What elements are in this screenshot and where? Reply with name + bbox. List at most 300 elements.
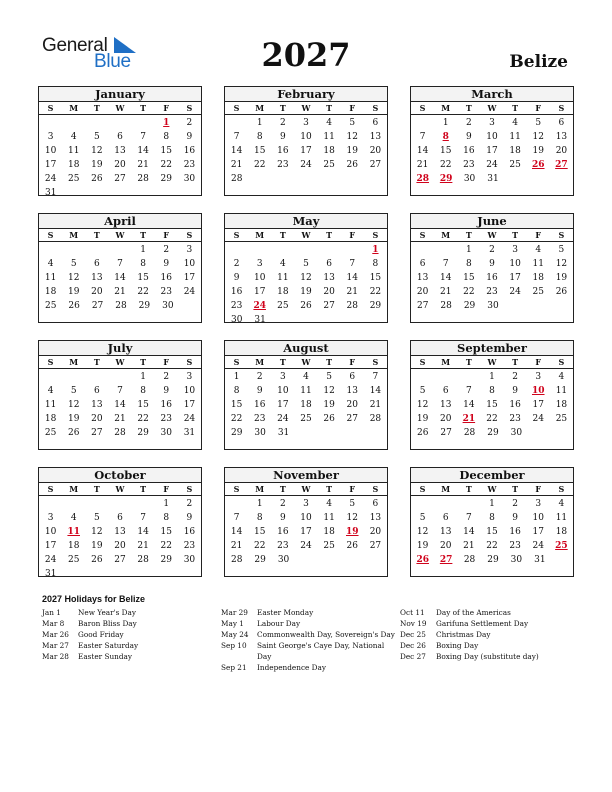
- day: 6: [558, 118, 565, 128]
- empty-day: [318, 243, 341, 257]
- day: 7: [465, 513, 472, 523]
- day: 29: [463, 301, 476, 311]
- day: 23: [230, 301, 243, 311]
- holiday-date: Oct 11: [400, 608, 425, 617]
- day: 28: [463, 428, 476, 438]
- holiday-item: [221, 640, 396, 662]
- day: 8: [465, 259, 472, 269]
- day: 13: [114, 146, 126, 156]
- empty-day: [434, 497, 457, 511]
- week-row: [39, 525, 201, 539]
- holiday-name: Baron Bliss Day: [78, 619, 137, 628]
- day: 18: [555, 400, 568, 410]
- holiday-name: Easter Sunday: [78, 652, 133, 661]
- month-name: April: [39, 214, 201, 229]
- day: 4: [47, 386, 54, 396]
- day: 23: [183, 160, 196, 170]
- day: 13: [439, 527, 452, 537]
- day: 9: [512, 386, 518, 396]
- empty-day: [62, 497, 85, 511]
- day: 20: [114, 160, 126, 170]
- day: 22: [230, 414, 243, 424]
- holiday-day: 8: [442, 132, 449, 142]
- weekday-header: S: [233, 357, 240, 367]
- weekday-header: M: [69, 103, 79, 113]
- month-name: January: [39, 87, 201, 102]
- day: 14: [230, 146, 243, 156]
- day: 20: [91, 287, 103, 297]
- day: 5: [349, 499, 356, 509]
- day: 10: [183, 386, 196, 396]
- day: 17: [300, 146, 312, 156]
- day: 3: [535, 372, 542, 382]
- day: 14: [137, 527, 149, 537]
- day: 14: [463, 527, 475, 537]
- day: 3: [47, 513, 54, 523]
- day: 4: [279, 259, 286, 269]
- weekday-header: T: [326, 230, 333, 240]
- holiday-day: 19: [346, 527, 359, 537]
- weekday-header: F: [349, 103, 356, 113]
- week-row: [225, 370, 387, 384]
- weekday-header: W: [115, 357, 125, 367]
- day: 2: [186, 118, 193, 128]
- day: 3: [186, 245, 193, 255]
- day: 29: [137, 428, 149, 438]
- weekday-header: F: [163, 357, 170, 367]
- day: 4: [70, 513, 77, 523]
- day: 13: [346, 386, 358, 396]
- weekday-header: W: [301, 357, 311, 367]
- month-name: November: [225, 468, 387, 483]
- day: 5: [349, 118, 356, 128]
- day: 13: [439, 400, 452, 410]
- day: 2: [489, 245, 495, 255]
- weekday-header: T: [512, 230, 519, 240]
- week-row: [411, 398, 573, 412]
- day: 13: [369, 513, 382, 523]
- weekday-header: M: [69, 484, 79, 494]
- day: 26: [555, 287, 568, 297]
- day: 31: [44, 569, 57, 579]
- weekday-header: S: [558, 484, 565, 494]
- weekday-header: M: [441, 484, 451, 494]
- holiday-name: Labour Day: [257, 619, 301, 628]
- weekday-header-row: [39, 483, 201, 496]
- day: 22: [253, 160, 266, 170]
- holiday-name: Commonwealth Day, Sovereign's Day: [257, 630, 395, 639]
- day: 24: [300, 541, 312, 551]
- day: 2: [512, 372, 518, 382]
- day: 17: [277, 400, 289, 410]
- holiday-name: Day of the Americas: [436, 608, 511, 617]
- day: 15: [253, 527, 266, 537]
- weekday-header-row: [39, 102, 201, 115]
- day: 24: [300, 160, 312, 170]
- day: 25: [44, 428, 57, 438]
- week-row: [411, 158, 573, 172]
- holiday-name: Saint George's Caye Day, National Day: [257, 641, 385, 661]
- day: 10: [44, 527, 57, 537]
- weekday-header: F: [349, 357, 356, 367]
- day: 9: [256, 386, 263, 396]
- holidays-column: [221, 607, 396, 673]
- day: 4: [326, 499, 332, 509]
- day: 16: [183, 146, 196, 156]
- day: 5: [93, 132, 100, 142]
- holiday-day: 26: [416, 555, 429, 565]
- weekday-header: T: [279, 103, 286, 113]
- empty-day: [271, 243, 294, 257]
- weekday-header: T: [465, 484, 472, 494]
- month-july: [38, 340, 202, 450]
- weekday-header: S: [233, 103, 240, 113]
- week-row: [39, 285, 201, 299]
- week-row: [225, 553, 387, 567]
- empty-day: [225, 243, 248, 257]
- day: 27: [114, 555, 126, 565]
- day: 3: [279, 372, 286, 382]
- weekday-header: F: [535, 357, 542, 367]
- week-row: [39, 257, 201, 271]
- day: 11: [300, 386, 312, 396]
- day: 3: [489, 118, 495, 128]
- week-row: [39, 370, 201, 384]
- day: 25: [323, 160, 335, 170]
- holiday-day: 11: [67, 527, 80, 537]
- day: 5: [326, 372, 332, 382]
- month-december: [410, 467, 574, 577]
- day: 7: [140, 132, 146, 142]
- day: 8: [140, 259, 146, 269]
- day: 9: [279, 132, 286, 142]
- week-row: [225, 412, 387, 426]
- day: 30: [463, 174, 476, 184]
- day: 11: [555, 386, 568, 396]
- day: 19: [416, 541, 429, 551]
- month-august: [224, 340, 388, 450]
- week-row: [225, 144, 387, 158]
- month-september: [410, 340, 574, 450]
- day: 4: [47, 259, 54, 269]
- holiday-date: Dec 27: [400, 652, 426, 661]
- day: 8: [163, 132, 170, 142]
- day: 17: [509, 273, 521, 283]
- day: 6: [372, 118, 379, 128]
- day: 16: [230, 287, 243, 297]
- day: 24: [277, 414, 289, 424]
- day: 29: [160, 174, 172, 184]
- day: 27: [369, 160, 382, 170]
- day: 20: [439, 414, 452, 424]
- day: 19: [416, 414, 429, 424]
- weekday-header: M: [255, 103, 265, 113]
- day: 13: [91, 400, 103, 410]
- logo-general-text: General: [42, 35, 108, 56]
- weekday-header-row: [225, 102, 387, 115]
- holiday-day: 28: [416, 174, 429, 184]
- week-row: [411, 370, 573, 384]
- day: 22: [486, 541, 498, 551]
- day: 6: [442, 513, 449, 523]
- day: 19: [555, 273, 568, 283]
- empty-day: [225, 116, 248, 130]
- week-row: [39, 398, 201, 412]
- day: 20: [114, 541, 126, 551]
- week-row: [225, 243, 387, 257]
- day: 22: [486, 414, 498, 424]
- holiday-name: Good Friday: [78, 630, 124, 639]
- weekday-header: S: [186, 357, 193, 367]
- month-name: October: [39, 468, 201, 483]
- weekday-header: W: [115, 230, 125, 240]
- day: 4: [303, 372, 309, 382]
- day: 25: [555, 414, 568, 424]
- week-row: [411, 525, 573, 539]
- weekday-header: S: [419, 103, 426, 113]
- day: 10: [486, 132, 498, 142]
- weekday-header: W: [301, 103, 311, 113]
- day: 4: [70, 132, 77, 142]
- day: 21: [346, 287, 358, 297]
- day: 29: [369, 301, 382, 311]
- day: 9: [465, 132, 472, 142]
- week-row: [225, 539, 387, 553]
- weekday-header-row: [411, 356, 573, 369]
- empty-day: [225, 497, 248, 511]
- day: 28: [137, 555, 149, 565]
- week-row: [411, 144, 573, 158]
- day: 5: [70, 259, 77, 269]
- day: 1: [489, 372, 495, 382]
- day: 21: [439, 287, 452, 297]
- weekday-header: S: [47, 357, 54, 367]
- holiday-item: [221, 662, 396, 673]
- weekday-header: S: [47, 103, 54, 113]
- day: 24: [532, 414, 544, 424]
- day: 16: [253, 400, 266, 410]
- day: 24: [509, 287, 521, 297]
- day: 14: [137, 146, 149, 156]
- weekday-header: M: [255, 484, 265, 494]
- weekday-header: T: [326, 484, 333, 494]
- day: 18: [300, 400, 312, 410]
- day: 2: [465, 118, 472, 128]
- day: 14: [114, 400, 126, 410]
- day: 2: [279, 499, 286, 509]
- day: 8: [140, 386, 146, 396]
- holiday-name: Easter Saturday: [78, 641, 139, 650]
- day: 20: [369, 146, 382, 156]
- weekday-header: F: [535, 230, 542, 240]
- day: 24: [44, 174, 57, 184]
- day: 18: [323, 527, 335, 537]
- week-row: [39, 172, 201, 186]
- month-name: March: [411, 87, 573, 102]
- day: 23: [277, 541, 289, 551]
- day: 5: [558, 245, 565, 255]
- day: 20: [369, 527, 382, 537]
- day: 15: [230, 400, 243, 410]
- day: 27: [440, 428, 452, 438]
- day: 15: [253, 146, 266, 156]
- day: 21: [137, 541, 149, 551]
- day: 1: [163, 499, 170, 509]
- day: 6: [93, 386, 100, 396]
- day: 16: [486, 273, 498, 283]
- day: 13: [91, 273, 103, 283]
- empty-day: [457, 370, 480, 384]
- day: 30: [160, 428, 172, 438]
- day: 15: [439, 146, 452, 156]
- day: 12: [91, 527, 103, 537]
- month-february: [224, 86, 388, 196]
- day: 18: [277, 287, 289, 297]
- empty-day: [62, 116, 85, 130]
- holiday-item: [221, 607, 396, 618]
- week-row: [39, 412, 201, 426]
- week-row: [39, 186, 201, 200]
- weekday-header: T: [93, 357, 100, 367]
- day: 23: [509, 541, 521, 551]
- day: 24: [486, 160, 498, 170]
- month-june: [410, 213, 574, 323]
- week-row: [225, 130, 387, 144]
- day: 17: [486, 146, 498, 156]
- day: 2: [163, 245, 170, 255]
- day: 18: [323, 146, 335, 156]
- day: 22: [369, 287, 382, 297]
- week-row: [411, 299, 573, 313]
- day: 9: [279, 513, 286, 523]
- day: 6: [93, 259, 100, 269]
- day: 29: [254, 555, 266, 565]
- day: 20: [416, 287, 429, 297]
- weekday-header: W: [115, 484, 125, 494]
- day: 21: [230, 160, 243, 170]
- day: 21: [114, 414, 126, 424]
- holiday-day: 1: [163, 118, 170, 128]
- day: 17: [253, 287, 266, 297]
- day: 22: [463, 287, 475, 297]
- logo-blue-text: Blue: [94, 51, 131, 72]
- empty-day: [341, 243, 364, 257]
- day: 15: [137, 400, 149, 410]
- empty-day: [85, 497, 108, 511]
- weekday-header: M: [255, 357, 265, 367]
- day: 18: [67, 541, 80, 551]
- day: 23: [463, 160, 475, 170]
- day: 28: [230, 174, 243, 184]
- day: 5: [70, 386, 77, 396]
- day: 19: [346, 146, 358, 156]
- weekday-header: F: [349, 484, 356, 494]
- week-row: [411, 271, 573, 285]
- day: 18: [44, 287, 57, 297]
- weekday-header: F: [163, 230, 170, 240]
- weekday-header: S: [47, 484, 54, 494]
- day: 30: [183, 174, 196, 184]
- day: 10: [300, 132, 312, 142]
- day: 15: [369, 273, 382, 283]
- weekday-header: T: [140, 230, 147, 240]
- day: 18: [67, 160, 80, 170]
- day: 7: [465, 386, 472, 396]
- day: 22: [253, 541, 266, 551]
- empty-day: [108, 370, 131, 384]
- day: 20: [439, 541, 452, 551]
- day: 6: [442, 386, 449, 396]
- weekday-header: T: [465, 357, 472, 367]
- weekday-header: T: [140, 357, 147, 367]
- day: 11: [509, 132, 521, 142]
- month-april: [38, 213, 202, 323]
- holiday-day: 10: [532, 386, 545, 396]
- day: 11: [44, 273, 57, 283]
- weekday-header: T: [93, 230, 100, 240]
- day: 23: [253, 414, 266, 424]
- day: 26: [416, 428, 429, 438]
- day: 11: [532, 259, 544, 269]
- empty-day: [62, 243, 85, 257]
- month-may: [224, 213, 388, 323]
- day: 12: [532, 132, 544, 142]
- holiday-date: Jan 1: [42, 608, 61, 617]
- day: 29: [230, 428, 243, 438]
- day: 18: [555, 527, 568, 537]
- holiday-name: Garifuna Settlement Day: [436, 619, 529, 628]
- weekday-header: S: [186, 103, 193, 113]
- weekday-header-row: [39, 229, 201, 242]
- day: 22: [439, 160, 452, 170]
- day: 3: [535, 499, 542, 509]
- week-row: [411, 257, 573, 271]
- weekday-header: S: [372, 103, 379, 113]
- weekday-header: S: [419, 357, 426, 367]
- holiday-day: 27: [439, 555, 453, 565]
- day: 26: [300, 301, 312, 311]
- day: 12: [346, 513, 358, 523]
- weekday-header: W: [487, 230, 497, 240]
- day: 11: [67, 146, 80, 156]
- day: 29: [487, 428, 499, 438]
- week-row: [39, 271, 201, 285]
- day: 25: [509, 160, 521, 170]
- day: 17: [183, 273, 196, 283]
- weekday-header: S: [186, 484, 193, 494]
- day: 2: [512, 499, 518, 509]
- day: 28: [114, 428, 126, 438]
- day: 9: [186, 132, 193, 142]
- day: 8: [489, 386, 495, 396]
- weekday-header: S: [47, 230, 54, 240]
- week-row: [225, 384, 387, 398]
- empty-day: [39, 116, 62, 130]
- day: 26: [91, 174, 103, 184]
- holiday-item: [42, 618, 217, 629]
- week-row: [225, 497, 387, 511]
- weekday-header: T: [279, 484, 286, 494]
- week-row: [225, 313, 387, 327]
- empty-day: [434, 370, 457, 384]
- weekday-header: T: [512, 484, 519, 494]
- day: 25: [44, 301, 57, 311]
- holiday-day: 21: [462, 414, 476, 424]
- week-row: [411, 285, 573, 299]
- empty-day: [434, 243, 457, 257]
- weekday-header-row: [39, 356, 201, 369]
- weekday-header: T: [512, 357, 519, 367]
